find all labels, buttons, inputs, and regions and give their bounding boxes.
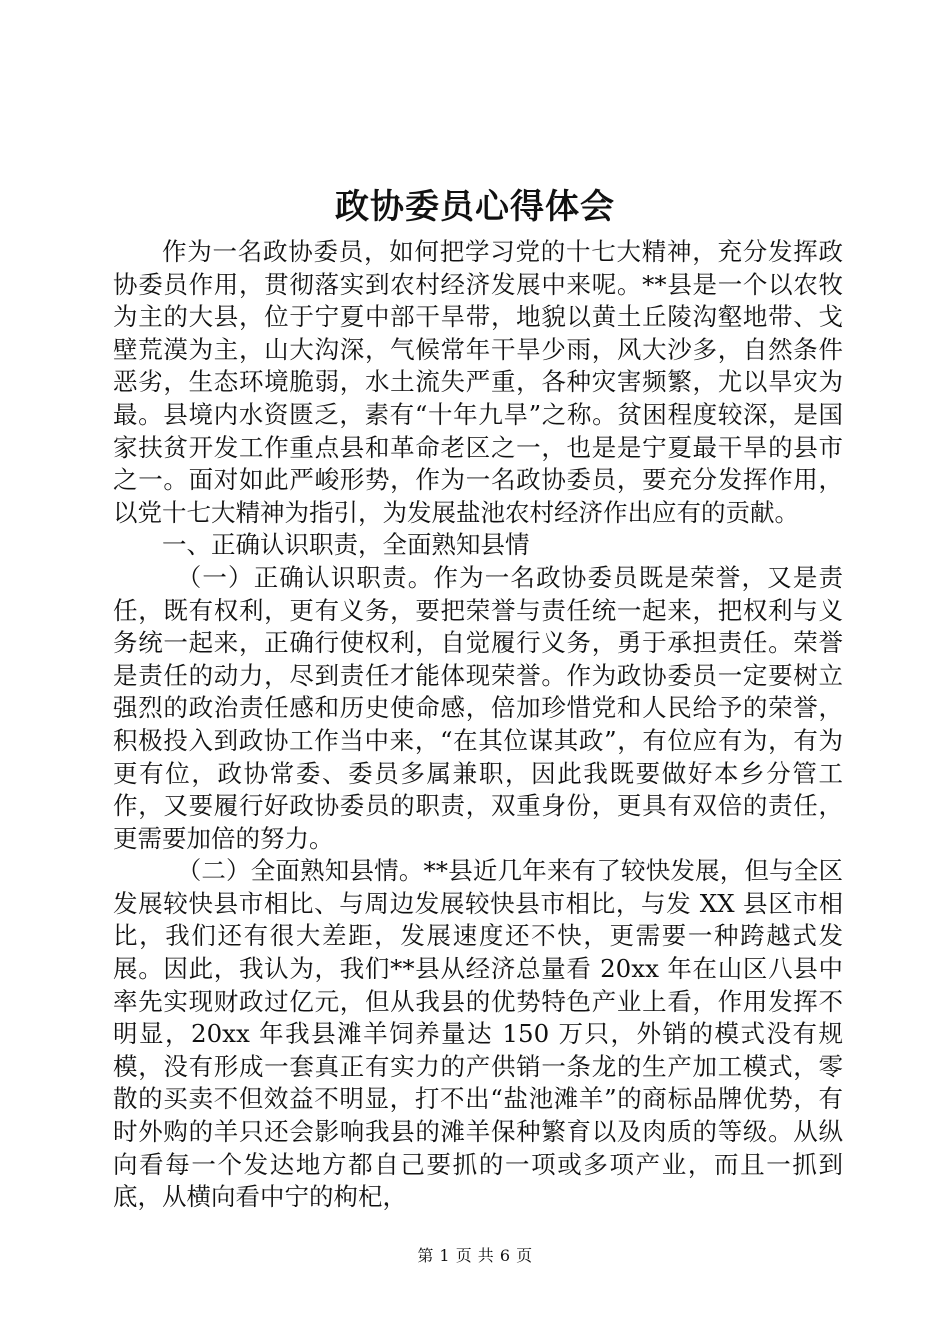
document-title: 政协委员心得体会 <box>335 187 615 227</box>
subsection-paragraph-1: （一）正确认识职责。作为一名政协委员既是荣誉，又是责任，既有权利，更有义务，要把荣誉与责任统一起来，把权利与义务统一起来，正确行使权利，自觉履行义务，勇于承担责任。荣誉是责任的动力，尽到责任才能体现荣誉。作为政协委员一定要树立强烈的政治责任感和历史使命感，倍加珍惜党和人民给予的荣誉，积极投入到政协工作当中来，“在其位谋其政”，有位应有为，有为更有位，政协常委、委员多属兼职，因此我既要做好本乡分管工作，又要履行好政协委员的职责，双重身份，更具有双倍的责任，更需要加倍的努力。 <box>113 562 843 853</box>
subsection-paragraph-2: （二）全面熟知县情。**县近几年来有了较快发展，但与全区发展较快县市相比、与周边发展较快县市相比，与发 XX 县区市相比，我们还有很大差距，发展速度还不快，更需要一种跨越式发展。因此，我认为，我们**县从经济总量看 20xx 年在山区八县中率先实现财政过亿元，但从我县的优势特色产业上看，作用发挥不明显，20xx 年我县滩羊饲养量达 150 万只，外销的模式没有规模，没有形成一套真正有实力的产供销一条龙的生产加工模式，零散的买卖不但效益不明显，打不出“盐池滩羊”的商标品牌优势，有时外购的羊只还会影响我县的滩羊保种繁育以及肉质的等级。从纵向看每一个发达地方都自己要抓的一项或多项产业，而且一抓到底，从横向看中宁的枸杞， <box>113 856 843 1212</box>
intro-paragraph: 作为一名政协委员，如何把学习党的十七大精神，充分发挥政协委员作用，贯彻落实到农村经济发展中来呢。**县是一个以农牧为主的大县，位于宁夏中部干旱带，地貌以黄土丘陵沟壑地带、戈壁荒漠为主，山大沟深，气候常年干旱少雨，风大沙多，自然条件恶劣，生态环境脆弱，水土流失严重，各种灾害频繁，尤以旱灾为最。县境内水资匮乏，素有“十年九旱”之称。贫困程度较深，是国家扶贫开发工作重点县和革命老区之一，也是是宁夏最干旱的县市之一。面对如此严峻形势，作为一名政协委员，要充分发挥作用，以党十七大精神为指引，为发展盐池农村经济作出应有的贡献。 <box>113 237 843 527</box>
page-footer: 第 1 页 共 6 页 <box>417 1246 533 1265</box>
section-heading-1: 一、正确认识职责，全面熟知县情 <box>162 530 530 560</box>
document-body <box>113 236 843 1214</box>
